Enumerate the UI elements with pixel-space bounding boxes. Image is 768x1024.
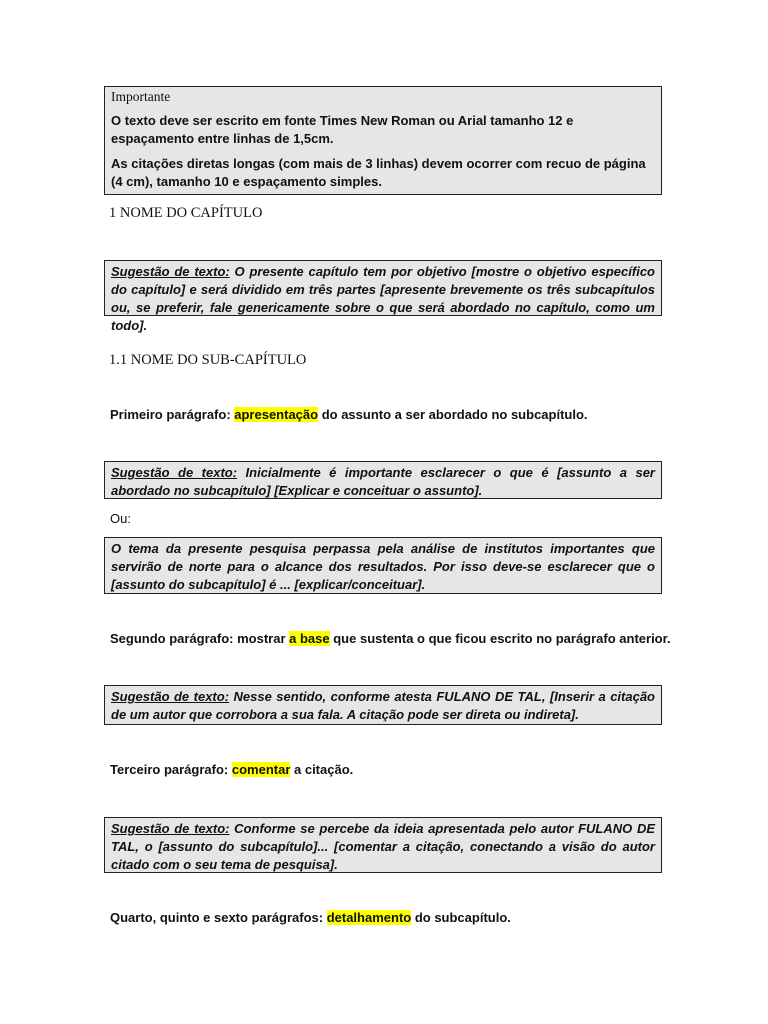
suggestion-label: Sugestão de texto: bbox=[111, 465, 238, 480]
alternative-box bbox=[104, 537, 662, 594]
highlight-3: comentar bbox=[231, 762, 291, 777]
suggestion-box-1 bbox=[104, 260, 662, 333]
paragraph-3: Terceiro parágrafo: comentar a citação. bbox=[110, 762, 354, 777]
suggestion-label: Sugestão de texto: bbox=[111, 689, 230, 704]
suggestion-box-2 bbox=[104, 461, 662, 499]
paragraph-4: Quarto, quinto e sexto parágrafos: detalhamento do subcapítulo. bbox=[110, 910, 511, 925]
suggestion-text-1: O presente capítulo tem por objetivo [mostre o objetivo específico do capítulo] e será dividido em três partes [apresente brevemente os três subcapítulos ou, se preferir, fale genericamente sobre o que será abordado no capítulo, como um todo]. bbox=[111, 264, 655, 333]
important-text-1: O texto deve ser escrito em fonte Times New Roman ou Arial tamanho 12 e espaçamento entre linhas de 1,5cm. bbox=[111, 113, 574, 146]
suggestion-label: Sugestão de texto: bbox=[111, 821, 230, 836]
suggestion-text-4: Conforme se percebe da ideia apresentada pelo autor FULANO DE TAL, o [assunto do subcapítulo]... [comentar a citação, conectando a visão do autor citado com o seu tema de pesquisa]. bbox=[111, 821, 656, 872]
subchapter-title: 1.1 NOME DO SUB-CAPÍTULO bbox=[109, 352, 307, 368]
chapter-title: 1 NOME DO CAPÍTULO bbox=[109, 205, 263, 221]
suggestion-box-3 bbox=[104, 685, 662, 725]
important-text-2: As citações diretas longas (com mais de 3 linhas) devem ocorrer com recuo de página (4 cm), tamanho 10 e espaçamento simples. bbox=[111, 156, 646, 189]
suggestion-text-3: Nesse sentido, conforme atesta FULANO DE TAL, [Inserir a citação de um autor que corrobora a sua fala. A citação pode ser direta ou indireta]. bbox=[111, 689, 655, 722]
important-title: Importante bbox=[111, 89, 171, 104]
suggestion-label: Sugestão de texto: bbox=[111, 264, 230, 279]
suggestion-box-4 bbox=[104, 817, 662, 873]
highlight-4: detalhamento bbox=[326, 910, 412, 925]
or-label: Ou: bbox=[110, 511, 131, 526]
paragraph-1: Primeiro parágrafo: apresentação do assunto a ser abordado no subcapítulo. bbox=[110, 407, 588, 422]
alternative-text: O tema da presente pesquisa perpassa pela análise de institutos importantes que servirão de norte para o alcance dos resultados. Por isso deve-se esclarecer que o [assunto do subcapítulo] é ... [explicar/conceituar]. bbox=[111, 541, 655, 592]
highlight-1: apresentação bbox=[234, 407, 319, 422]
suggestion-text-2: Inicialmente é importante esclarecer o que é [assunto a ser abordado no subcapítulo] [Explicar e conceituar o assunto]. bbox=[111, 465, 655, 498]
highlight-2: a base bbox=[289, 631, 330, 646]
paragraph-2: Segundo parágrafo: mostrar a base que sustenta o que ficou escrito no parágrafo anterior. bbox=[110, 631, 671, 646]
important-box bbox=[104, 86, 662, 195]
